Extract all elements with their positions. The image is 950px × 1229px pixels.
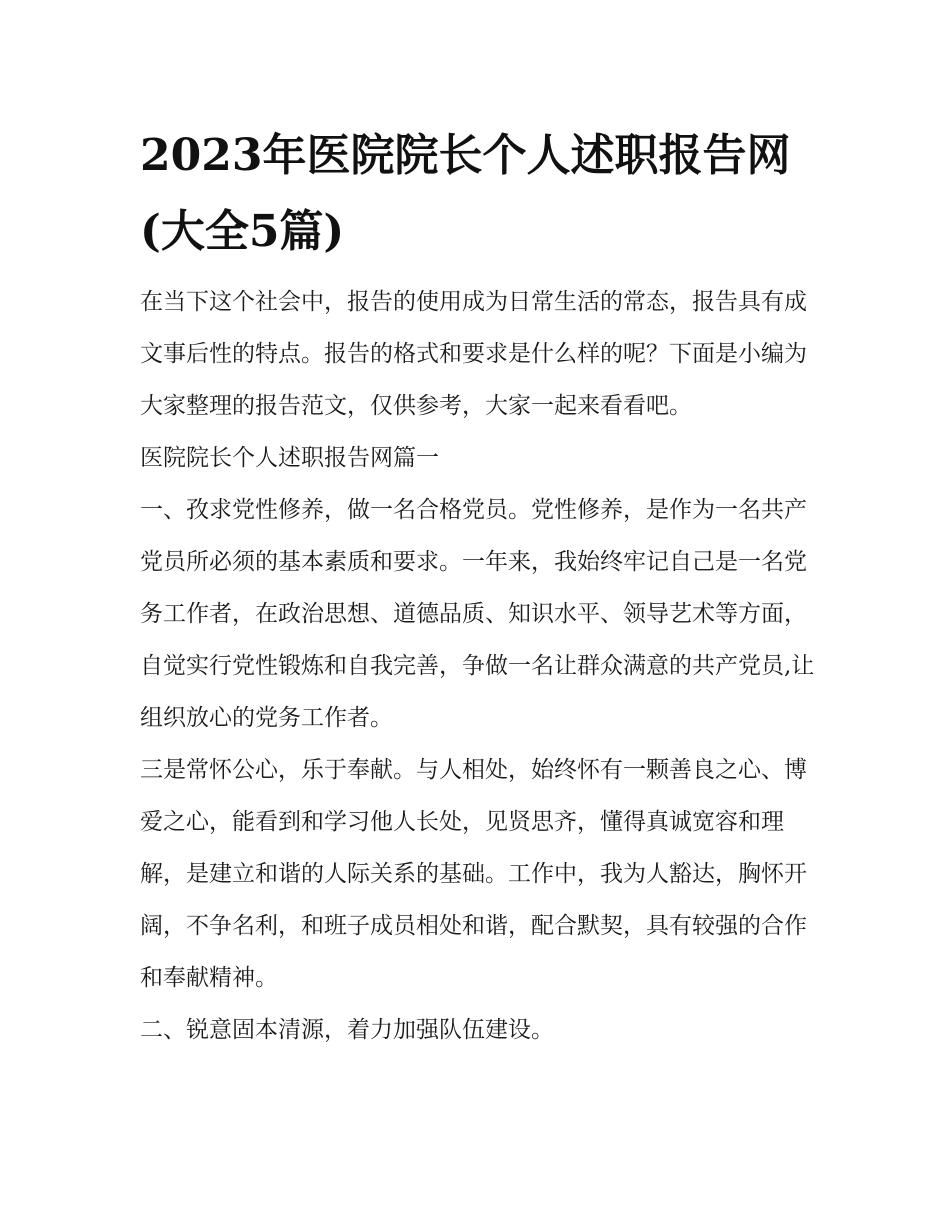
section-heading: 医院院长个人述职报告网篇一 (140, 445, 439, 471)
body-paragraph: 一、孜求党性修养，做一名合格党员。党性修养，是作为一名共产党员所必须的基本素质和要求。一年来，我始终牢记自己是一名党务工作者，在政治思想、道德品质、知识水平、领导艺术等方面，自觉实行党性锻炼和自我完善，争做一名让群众满意的共产党员,让组织放心的党务工作者。 (140, 497, 815, 731)
intro-paragraph: 在当下这个社会中，报告的使用成为日常生活的常态，报告具有成文事后性的特点。报告的格式和要求是什么样的呢？下面是小编为大家整理的报告范文，仅供参考，大家一起来看看吧。 (140, 289, 807, 419)
document-title: 2023年医院院长个人述职报告网(大全5篇) (140, 130, 791, 257)
document-body (140, 276, 820, 1056)
body-paragraph: 三是常怀公心，乐于奉献。与人相处，始终怀有一颗善良之心、博爱之心，能看到和学习他人长处，见贤思齐，懂得真诚宽容和理解，是建立和谐的人际关系的基础。工作中，我为人豁达，胸怀开阔，不争名利，和班子成员相处和谐，配合默契，具有较强的合作和奉献精神。 (140, 757, 807, 991)
body-paragraph: 二、锐意固本清源，着力加强队伍建设。 (140, 1017, 554, 1043)
